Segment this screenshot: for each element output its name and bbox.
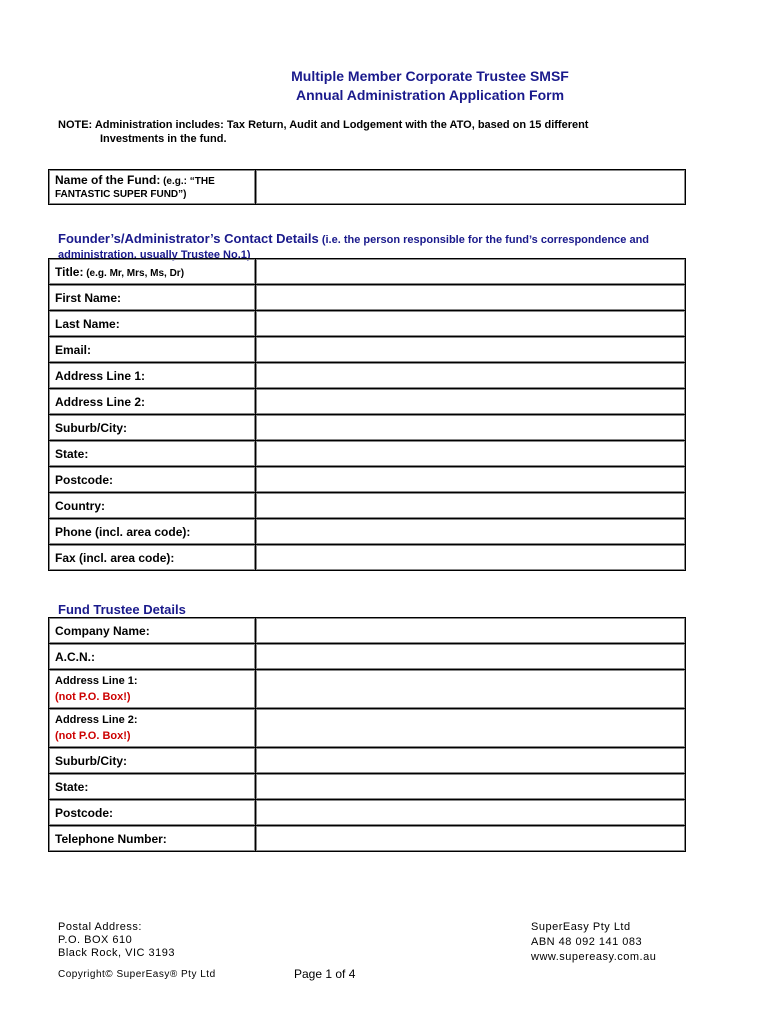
last-name-label: Last Name: xyxy=(49,311,256,337)
form-title-line-2: Annual Administration Application Form xyxy=(295,87,565,103)
email-input[interactable] xyxy=(256,337,686,363)
founder-address-line-2-input[interactable] xyxy=(256,389,686,415)
founder-state-input[interactable] xyxy=(256,441,686,467)
acn-label: A.C.N.: xyxy=(49,644,256,670)
fund-name-label-main: Name of the Fund: xyxy=(55,172,161,187)
not-po-box-warning-1: (not P.O. Box!) xyxy=(55,691,131,703)
fax-label: Fax (incl. area code): xyxy=(49,545,256,571)
trustee-postcode-input[interactable] xyxy=(256,800,686,826)
founder-heading-title: Founder’s/Administrator’s Contact Details xyxy=(58,231,319,246)
page-number: Page 1 of 4 xyxy=(294,967,356,981)
trustee-postcode-label: Postcode: xyxy=(49,800,256,826)
administration-note xyxy=(58,118,698,146)
title-label-text: Title: xyxy=(55,264,84,279)
country-input[interactable] xyxy=(256,493,686,519)
first-name-label: First Name: xyxy=(49,285,256,311)
trustee-address-line-1-text: Address Line 1: xyxy=(55,675,138,687)
note-line-1: NOTE: Administration includes: Tax Return, Audit and Lodgement with the ATO, based on 15 different xyxy=(58,119,589,131)
fund-name-table xyxy=(48,169,686,205)
title-hint: (e.g. Mr, Mrs, Ms, Dr) xyxy=(83,267,185,279)
company-website[interactable]: www.supereasy.com.au xyxy=(531,951,657,963)
form-title-line-1: Multiple Member Corporate Trustee SMSF xyxy=(291,68,569,84)
note-line-2: Investments in the fund. xyxy=(100,133,227,145)
company-abn: ABN 48 092 141 083 xyxy=(531,936,643,948)
founder-suburb-label: Suburb/City: xyxy=(49,415,256,441)
founder-heading-note: (i.e. the person responsible for the fund’s correspondence and administration, usually Trustee No.1) xyxy=(58,234,650,261)
last-name-input[interactable] xyxy=(256,311,686,337)
fund-name-example: (e.g.: “THE FANTASTIC SUPER FUND”) xyxy=(55,175,215,200)
not-po-box-warning-2: (not P.O. Box!) xyxy=(55,730,131,742)
telephone-label: Telephone Number: xyxy=(49,826,256,852)
country-label: Country: xyxy=(49,493,256,519)
postal-po-box: P.O. BOX 610 xyxy=(58,934,133,946)
trustee-suburb-input[interactable] xyxy=(256,748,686,774)
company-name-input[interactable] xyxy=(256,618,686,644)
title-input[interactable] xyxy=(256,259,686,285)
trustee-suburb-label: Suburb/City: xyxy=(49,748,256,774)
acn-input[interactable] xyxy=(256,644,686,670)
company-details-block xyxy=(531,921,656,964)
founder-postcode-label: Postcode: xyxy=(49,467,256,493)
phone-label: Phone (incl. area code): xyxy=(49,519,256,545)
postal-suburb: Black Rock, VIC 3193 xyxy=(58,947,175,959)
founder-suburb-input[interactable] xyxy=(256,415,686,441)
founder-details-table xyxy=(48,258,686,571)
company-name-footer: SuperEasy Pty Ltd xyxy=(531,921,631,933)
founder-address-line-2-label: Address Line 2: xyxy=(49,389,256,415)
fund-name-input[interactable] xyxy=(256,170,686,205)
founder-postcode-input[interactable] xyxy=(256,467,686,493)
founder-address-line-1-input[interactable] xyxy=(256,363,686,389)
phone-input[interactable] xyxy=(256,519,686,545)
trustee-address-line-2-text: Address Line 2: xyxy=(55,714,138,726)
email-label: Email: xyxy=(49,337,256,363)
fax-input[interactable] xyxy=(256,545,686,571)
founder-state-label: State: xyxy=(49,441,256,467)
trustee-state-input[interactable] xyxy=(256,774,686,800)
title-label xyxy=(49,259,256,285)
trustee-state-label: State: xyxy=(49,774,256,800)
postal-address-block xyxy=(58,921,175,960)
trustee-address-line-2-label xyxy=(49,709,256,748)
trustee-address-line-1-input[interactable] xyxy=(256,670,686,709)
trustee-address-line-2-input[interactable] xyxy=(256,709,686,748)
trustee-address-line-1-label xyxy=(49,670,256,709)
postal-address-label: Postal Address: xyxy=(58,921,142,933)
founder-address-line-1-label: Address Line 1: xyxy=(49,363,256,389)
copyright-text: Copyright© SuperEasy® Pty Ltd xyxy=(58,969,216,980)
company-name-label: Company Name: xyxy=(49,618,256,644)
trustee-section-heading: Fund Trustee Details xyxy=(58,602,186,617)
trustee-details-table xyxy=(48,617,686,852)
first-name-input[interactable] xyxy=(256,285,686,311)
telephone-input[interactable] xyxy=(256,826,686,852)
fund-name-label xyxy=(49,170,256,205)
